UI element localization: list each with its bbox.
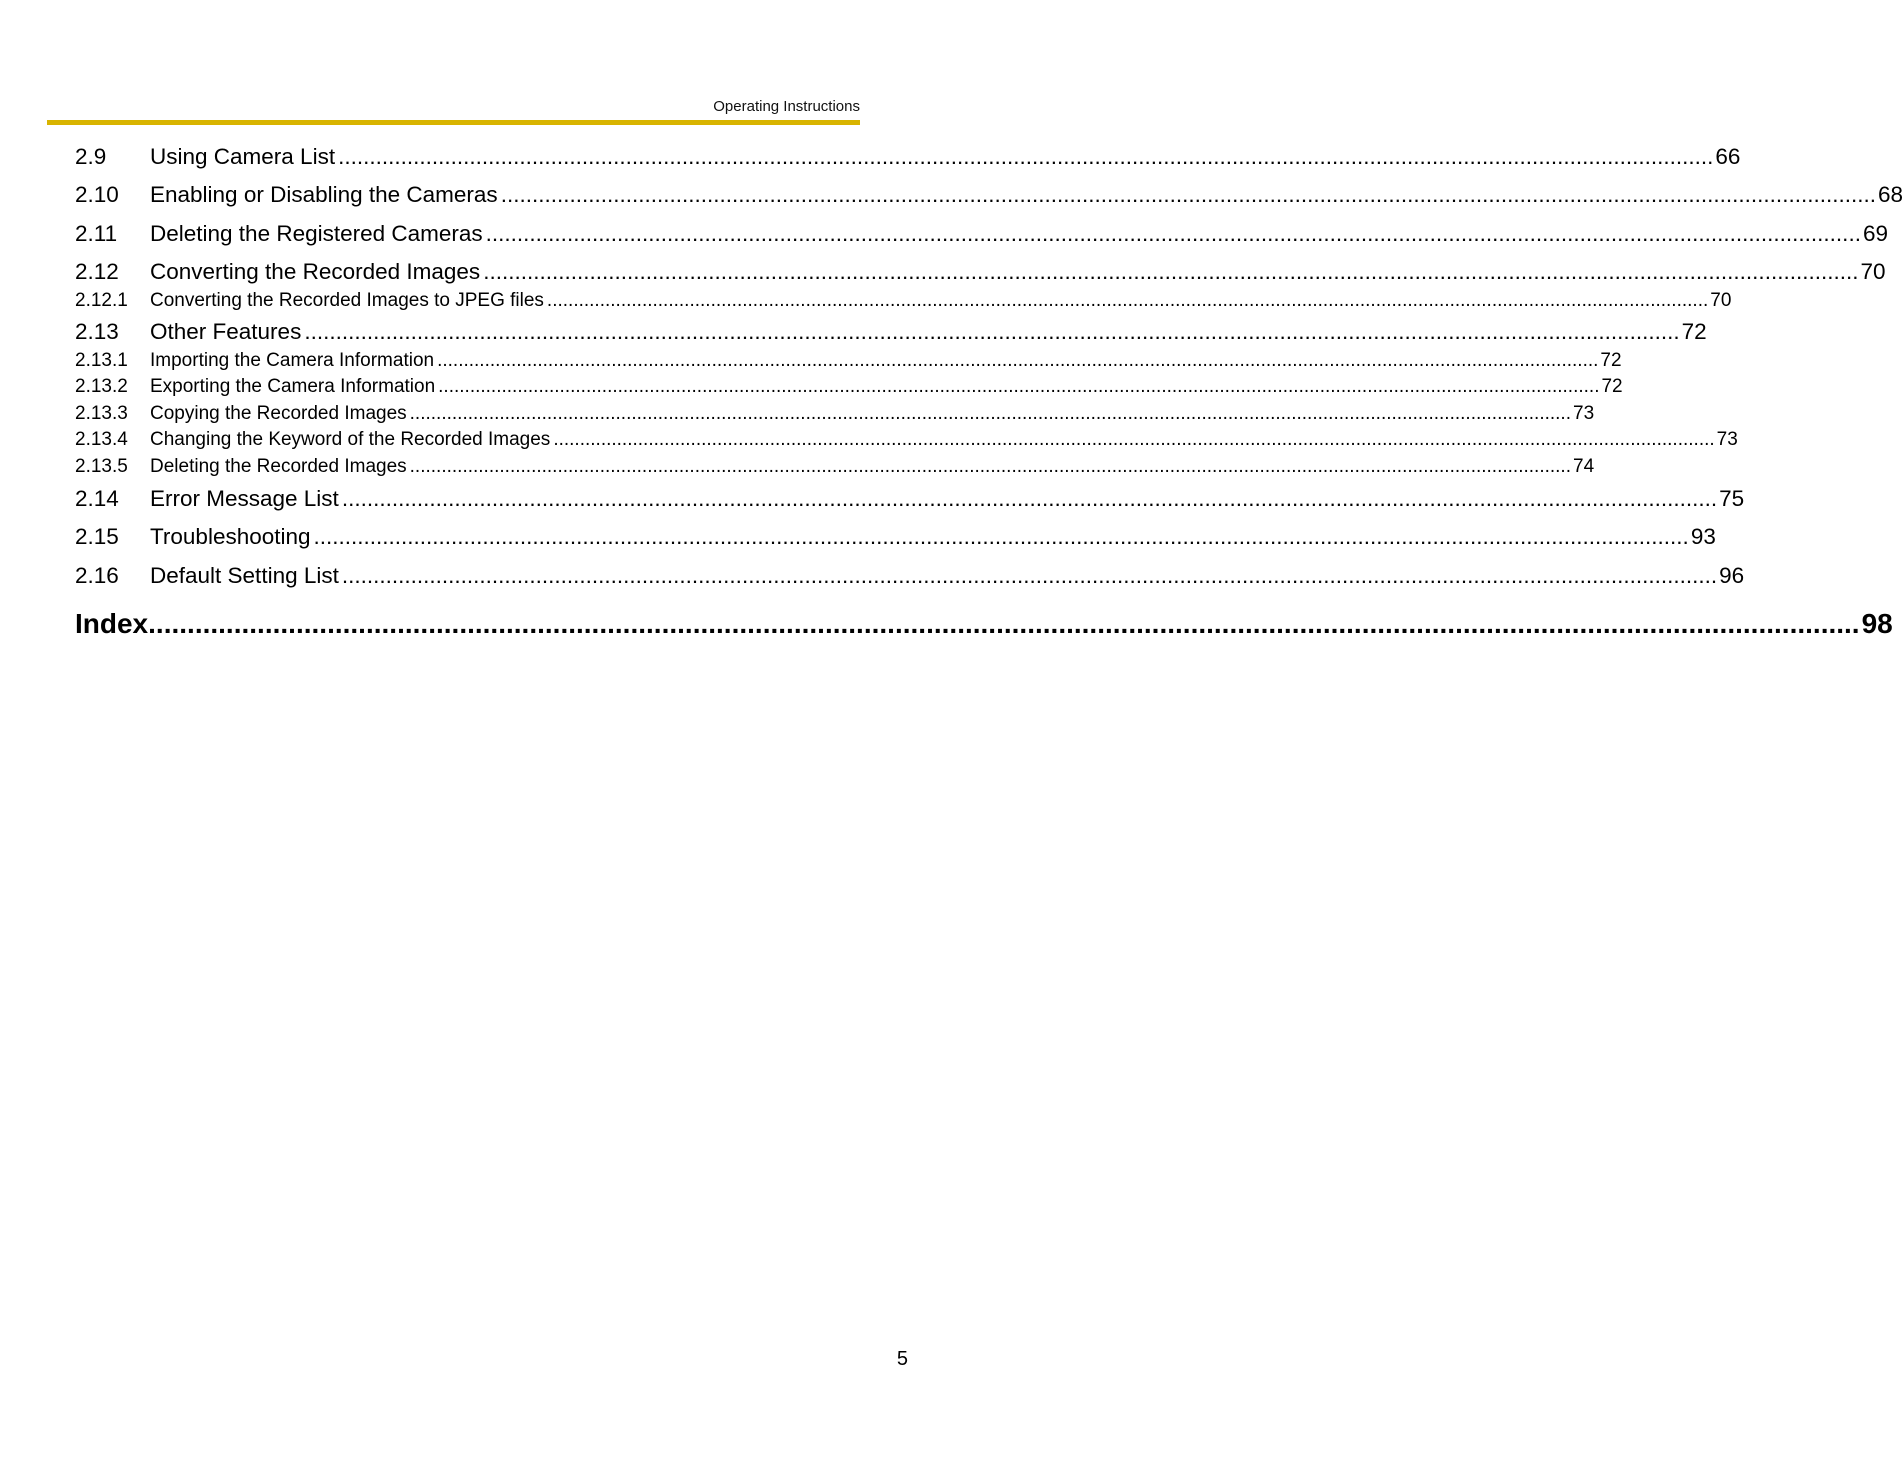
dot-leader: ............................................................................................................................................................................................................................ [438, 376, 1600, 397]
toc-entry-title: Importing the Camera Information [150, 350, 435, 371]
dot-leader: ............................................................................................................................................................................................................................ [483, 259, 1859, 284]
header-rule [47, 120, 860, 125]
toc-entry-title: Default Setting List [150, 563, 339, 588]
toc-entry-page: 70 [1710, 290, 1732, 311]
toc-entry-page: 93 [1690, 524, 1716, 549]
dot-leader: ............................................................................................................................................................................................................................ [437, 350, 1599, 371]
toc-entry-number: 2.13.5 [75, 456, 128, 477]
toc-entry-page: 98 [1861, 608, 1893, 639]
toc-entry-title: Other Features [150, 319, 302, 344]
toc-entry-title: Enabling or Disabling the Cameras [150, 182, 498, 207]
toc-entry-number: 2.13 [75, 319, 119, 344]
toc-subentry[interactable] [75, 376, 1623, 398]
toc-subentry[interactable] [75, 290, 1732, 312]
toc-entry-title: Exporting the Camera Information [150, 376, 436, 397]
toc-entry-page: 75 [1719, 486, 1745, 511]
toc-entry[interactable] [75, 486, 1745, 512]
running-header: Operating Instructions [713, 98, 860, 115]
dot-leader: ............................................................................................................................................................................................................................ [338, 144, 1714, 169]
dot-leader: ............................................................................................................................................................................................................................ [304, 319, 1680, 344]
toc-entry-page: 73 [1716, 429, 1738, 450]
toc-subentry[interactable] [75, 429, 1738, 451]
toc-entry-page: 69 [1862, 221, 1888, 246]
dot-leader: ............................................................................................................................................................................................................................ [341, 486, 1718, 511]
toc-entry-page: 96 [1719, 563, 1745, 588]
dot-leader: ............................................................................................................................................................................................................................ [553, 429, 1715, 450]
toc-subentry[interactable] [75, 403, 1595, 425]
dot-leader: ............................................................................................................................................................................................................................ [485, 221, 1861, 246]
toc-entry-page: 73 [1573, 403, 1595, 424]
toc-entry-number: 2.11 [75, 221, 118, 246]
toc-entry-page: 68 [1877, 182, 1903, 207]
toc-entry[interactable] [75, 524, 1716, 550]
dot-leader: ............................................................................................................................................................................................................................ [409, 456, 1571, 477]
toc-entry-number: 2.16 [75, 563, 119, 588]
toc-entry-title: Error Message List [150, 486, 339, 511]
toc-entry-number: 2.12 [75, 259, 119, 284]
toc-entry-number: 2.13.3 [75, 403, 128, 424]
toc-entry-title: Converting the Recorded Images to JPEG files [150, 290, 544, 311]
toc-entry[interactable] [75, 182, 1903, 208]
toc-entry-title: Using Camera List [150, 144, 336, 169]
dot-leader: ............................................................................................................................................................................................................................ [148, 608, 1860, 639]
toc-entry-number: 2.15 [75, 524, 119, 549]
dot-leader: ............................................................................................................................................................................................................................ [313, 524, 1689, 549]
toc-entry-page: 74 [1573, 456, 1595, 477]
dot-leader: ............................................................................................................................................................................................................................ [409, 403, 1571, 424]
toc-entry[interactable] [75, 144, 1741, 170]
dot-leader: ............................................................................................................................................................................................................................ [341, 563, 1718, 588]
toc-entry[interactable] [75, 221, 1888, 247]
toc-entry-page: 72 [1600, 350, 1622, 371]
toc-index-entry[interactable] [75, 608, 1893, 640]
toc-entry-number: 2.13.4 [75, 429, 128, 450]
toc-entry-page: 72 [1681, 319, 1707, 344]
toc-entry-title: Changing the Keyword of the Recorded Images [150, 429, 551, 450]
toc-entry-title: Troubleshooting [150, 524, 311, 549]
toc-entry[interactable] [75, 319, 1707, 345]
toc-subentry[interactable] [75, 456, 1595, 478]
toc-entry-page: 70 [1860, 259, 1886, 284]
toc-entry-number: 2.14 [75, 486, 119, 511]
toc-entry-title: Index [75, 608, 149, 639]
toc-entry-title: Copying the Recorded Images [150, 403, 407, 424]
toc-entry-title: Deleting the Registered Cameras [150, 221, 483, 246]
dot-leader: ............................................................................................................................................................................................................................ [546, 290, 1709, 311]
toc-entry-title: Converting the Recorded Images [150, 259, 481, 284]
toc-entry[interactable] [75, 563, 1745, 589]
toc-entry-number: 2.13.2 [75, 376, 128, 397]
toc-entry-number: 2.9 [75, 144, 107, 169]
toc-entry-number: 2.12.1 [75, 290, 128, 311]
toc-entry-page: 66 [1715, 144, 1741, 169]
toc-entry-number: 2.10 [75, 182, 119, 207]
toc-entry-title: Deleting the Recorded Images [150, 456, 407, 477]
toc-entry[interactable] [75, 259, 1886, 285]
toc-entry-page: 72 [1601, 376, 1623, 397]
dot-leader: ............................................................................................................................................................................................................................ [500, 182, 1876, 207]
page-number: 5 [896, 1348, 908, 1370]
toc-subentry[interactable] [75, 350, 1622, 372]
toc-entry-number: 2.13.1 [75, 350, 128, 371]
